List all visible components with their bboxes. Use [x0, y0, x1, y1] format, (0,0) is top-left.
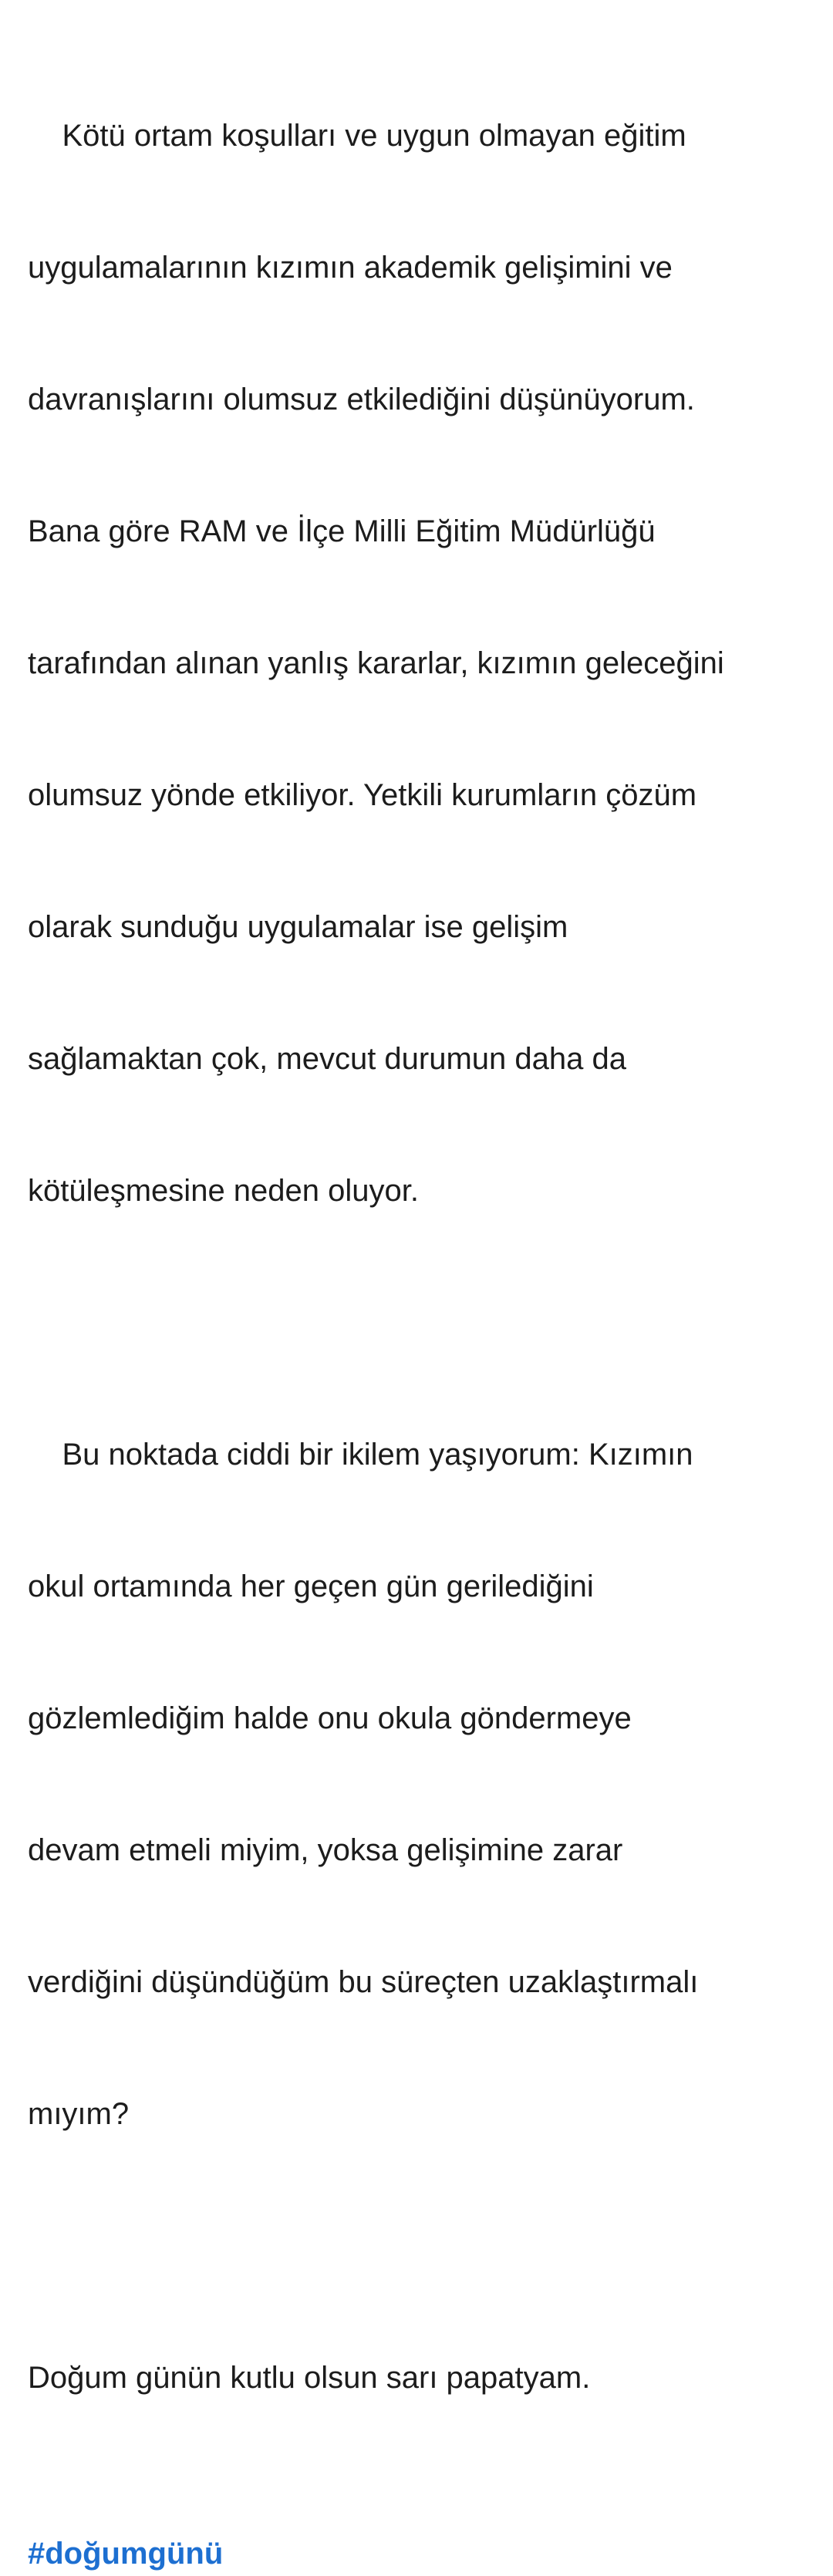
paragraph-line: sağlamaktan çok, mevcut durumun daha da [28, 1042, 626, 1076]
paragraph-line: mıyım? [28, 2097, 130, 2131]
paragraph-spacer [28, 1301, 814, 1345]
post-paragraph-2 [28, 1345, 814, 2224]
paragraph-line: kötüleşmesine neden oluyor. [28, 1174, 419, 1208]
paragraph-line: devam etmeli miyim, yoksa gelişimine zarar [28, 1833, 623, 1867]
paragraph-line: olumsuz yönde etkiliyor. Yetkili kurumların çözüm [28, 778, 697, 812]
paragraph-line: gözlemlediğim halde onu okula göndermeye [28, 1701, 632, 1735]
post-paragraph-1 [28, 26, 814, 1301]
paragraph-line: olarak sunduğu uygulamalar ise gelişim [28, 910, 568, 944]
paragraph-line: okul ortamında her geçen gün gerilediğini [28, 1570, 594, 1603]
paragraph-line: davranışlarını olumsuz etkilediğini düşünüyorum. [28, 383, 695, 416]
paragraph-line: Doğum günün kutlu olsun sarı papatyam. [28, 2361, 591, 2395]
post-body [28, 26, 814, 2576]
post-paragraph-3 [28, 2268, 814, 2488]
hashtag-link[interactable]: #doğumgünü [28, 2537, 224, 2571]
paragraph-spacer [28, 2224, 814, 2268]
paragraph-spacer [28, 2488, 814, 2532]
paragraph-line: verdiğini düşündüğüm bu süreçten uzaklaştırmalı [28, 1965, 699, 1999]
paragraph-line: Bu noktada ciddi bir ikilem yaşıyorum: Kızımın [28, 1438, 693, 1472]
paragraph-line: uygulamalarının kızımın akademik gelişimini ve [28, 251, 673, 285]
paragraph-line: tarafından alınan yanlış kararlar, kızımın geleceğini [28, 646, 724, 680]
paragraph-line: Kötü ortam koşulları ve uygun olmayan eğitim [28, 119, 686, 153]
paragraph-line: Bana göre RAM ve İlçe Milli Eğitim Müdürlüğü [28, 514, 656, 548]
